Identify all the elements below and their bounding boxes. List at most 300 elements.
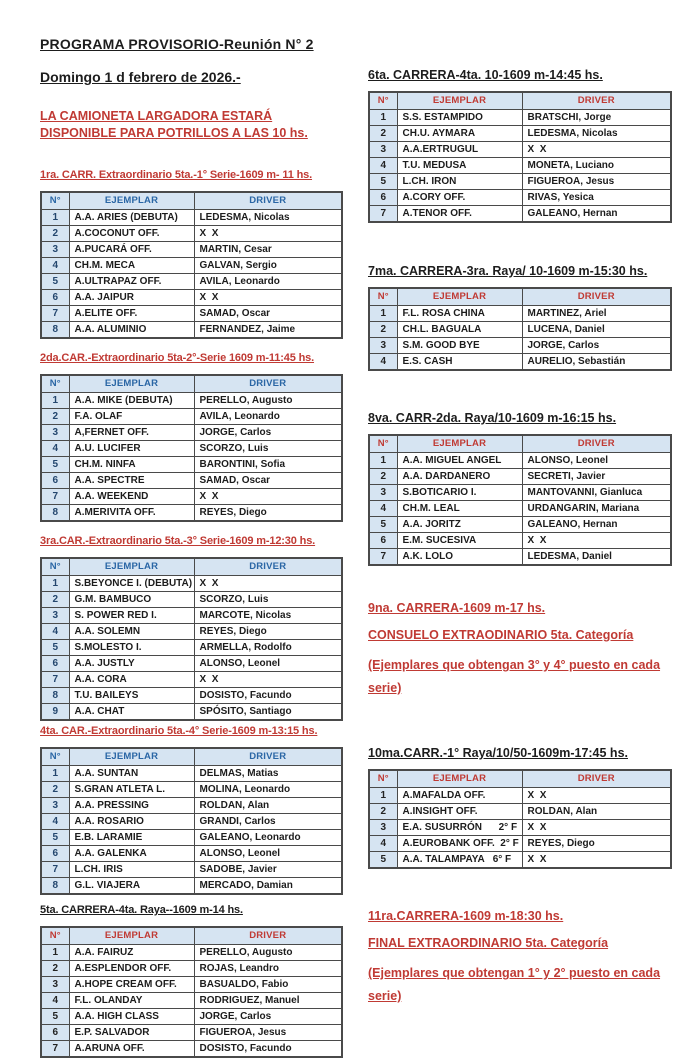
entry-number: 2 — [369, 322, 397, 338]
table-row — [41, 830, 342, 846]
table-row — [41, 226, 342, 242]
entry-number: 2 — [41, 226, 69, 242]
entry-driver: AURELIO, Sebastián — [522, 354, 671, 371]
table-row — [369, 110, 671, 126]
table-row — [369, 836, 671, 852]
entry-driver: LUCENA, Daniel — [522, 322, 671, 338]
entry-driver: GALVAN, Sergio — [194, 258, 342, 274]
race-11-title: 11ra.CARRERA-1609 m-18:30 hs. — [368, 909, 564, 923]
header-row — [41, 927, 342, 945]
entry-ejemplar: F.L. ROSA CHINA — [397, 306, 522, 322]
entry-number: 6 — [369, 533, 397, 549]
entry-ejemplar: L.CH. IRIS — [69, 862, 194, 878]
entry-driver: X X — [194, 576, 342, 592]
entry-driver: ROLDAN, Alan — [522, 804, 671, 820]
entry-driver: X X — [522, 852, 671, 869]
entry-number: 7 — [41, 1041, 69, 1058]
table-row — [41, 608, 342, 624]
entry-number: 4 — [41, 258, 69, 274]
table-row — [41, 1041, 342, 1058]
entry-number: 5 — [41, 1009, 69, 1025]
col-header-num: N° — [41, 927, 69, 945]
race-2-table — [40, 374, 343, 522]
race-section-race-10 — [368, 746, 672, 869]
table-row — [369, 517, 671, 533]
table-row — [41, 862, 342, 878]
table-row — [41, 814, 342, 830]
entry-driver: FERNANDEZ, Jaime — [194, 322, 342, 339]
table-row — [41, 672, 342, 688]
entry-driver: X X — [194, 489, 342, 505]
table-row — [369, 533, 671, 549]
race-section-race-11 — [368, 909, 672, 1008]
table-row — [41, 1009, 342, 1025]
race-section-race-3 — [40, 534, 343, 721]
entry-ejemplar: S. POWER RED I. — [69, 608, 194, 624]
entry-ejemplar: A.ARUNA OFF. — [69, 1041, 194, 1058]
table-row — [41, 977, 342, 993]
entry-ejemplar: A.INSIGHT OFF. — [397, 804, 522, 820]
entry-number: 6 — [41, 473, 69, 489]
entry-driver: FIGUEROA, Jesus — [522, 174, 671, 190]
table-row — [41, 945, 342, 961]
table-row — [41, 993, 342, 1009]
entry-driver: MONETA, Luciano — [522, 158, 671, 174]
entry-driver: X X — [194, 672, 342, 688]
table-row — [41, 505, 342, 522]
entry-ejemplar: A.ELITE OFF. — [69, 306, 194, 322]
header-row — [369, 288, 671, 306]
table-row — [369, 820, 671, 836]
entry-ejemplar: A.A. JORITZ — [397, 517, 522, 533]
entry-number: 7 — [41, 862, 69, 878]
table-row — [41, 258, 342, 274]
col-header-driver: DRIVER — [522, 288, 671, 306]
race-2-title: 2da.CAR.-Extraordinario 5ta-2°-Serie 1609 m-11:45 hs. — [40, 352, 315, 364]
race-section-race-7 — [368, 264, 672, 371]
race-10-table — [368, 769, 672, 869]
race-9-subtitle: CONSUELO EXTRAODINARIO 5ta. Categoría — [368, 628, 634, 642]
entry-number: 3 — [41, 425, 69, 441]
entry-ejemplar: A,FERNET OFF. — [69, 425, 194, 441]
entry-driver: MANTOVANNI, Gianluca — [522, 485, 671, 501]
race-7-title: 7ma. CARRERA-3ra. Raya/ 10-1609 m-15:30 hs. — [368, 264, 648, 278]
entry-number: 1 — [41, 210, 69, 226]
table-row — [369, 788, 671, 804]
entry-ejemplar: G.L. VIAJERA — [69, 878, 194, 895]
entry-driver: X X — [194, 226, 342, 242]
race-9-note: (Ejemplares que obtengan 3° y 4° puesto en cada serie) — [368, 658, 661, 695]
entry-ejemplar: A.A. WEEKEND — [69, 489, 194, 505]
entry-ejemplar: A.HOPE CREAM OFF. — [69, 977, 194, 993]
col-header-driver: DRIVER — [194, 192, 342, 210]
entry-number: 6 — [41, 656, 69, 672]
entry-driver: SAMAD, Oscar — [194, 306, 342, 322]
header-row — [41, 558, 342, 576]
entry-number: 2 — [369, 469, 397, 485]
entry-ejemplar: F.A. OLAF — [69, 409, 194, 425]
table-row — [41, 688, 342, 704]
entry-number: 3 — [41, 242, 69, 258]
entry-ejemplar: CH.U. AYMARA — [397, 126, 522, 142]
entry-ejemplar: A.MAFALDA OFF. — [397, 788, 522, 804]
entry-ejemplar: A.MERIVITA OFF. — [69, 505, 194, 522]
entry-number: 3 — [369, 485, 397, 501]
entry-ejemplar: T.U. BAILEYS — [69, 688, 194, 704]
table-row — [41, 640, 342, 656]
entry-ejemplar: S.BEYONCE I. (DEBUTA) — [69, 576, 194, 592]
entry-number: 4 — [41, 993, 69, 1009]
race-4-title: 4ta. CAR.-Extraordinario 5ta.-4° Serie-1609 m-13:15 hs. — [40, 725, 318, 737]
table-row — [41, 409, 342, 425]
entry-ejemplar: A.A. GALENKA — [69, 846, 194, 862]
entry-number: 4 — [41, 624, 69, 640]
race-6-title: 6ta. CARRERA-4ta. 10-1609 m-14:45 hs. — [368, 68, 603, 82]
entry-driver: DELMAS, Matias — [194, 766, 342, 782]
col-header-driver: DRIVER — [522, 435, 671, 453]
entry-ejemplar: A.ULTRAPAZ OFF. — [69, 274, 194, 290]
header-row — [41, 192, 342, 210]
race-section-race-6 — [368, 68, 672, 223]
col-header-ejemplar: EJEMPLAR — [69, 375, 194, 393]
entry-driver: SADOBE, Javier — [194, 862, 342, 878]
entry-number: 2 — [41, 782, 69, 798]
col-header-num: N° — [369, 92, 397, 110]
entry-ejemplar: E.A. SUSURRÓN 2° F — [397, 820, 522, 836]
entry-number: 3 — [369, 820, 397, 836]
entry-driver: BRATSCHI, Jorge — [522, 110, 671, 126]
entry-ejemplar: A.A. CHAT — [69, 704, 194, 721]
col-header-num: N° — [369, 770, 397, 788]
race-section-race-8 — [368, 411, 672, 566]
entry-number: 5 — [369, 852, 397, 869]
entry-ejemplar: A.A. SOLEMN — [69, 624, 194, 640]
table-row — [41, 290, 342, 306]
entry-driver: REYES, Diego — [194, 624, 342, 640]
document-date: Domingo 1 d febrero de 2026.- — [40, 69, 241, 85]
entry-ejemplar: E.M. SUCESIVA — [397, 533, 522, 549]
entry-number: 4 — [41, 441, 69, 457]
entry-ejemplar: A.TENOR OFF. — [397, 206, 522, 223]
entry-number: 2 — [369, 804, 397, 820]
entry-ejemplar: A.ESPLENDOR OFF. — [69, 961, 194, 977]
race-6-table — [368, 91, 672, 223]
entry-number: 7 — [41, 489, 69, 505]
entry-ejemplar: A.A. JUSTLY — [69, 656, 194, 672]
entry-ejemplar: A.A. JAIPUR — [69, 290, 194, 306]
entry-number: 7 — [369, 206, 397, 223]
entry-driver: MARTINEZ, Ariel — [522, 306, 671, 322]
entry-driver: AVILA, Leonardo — [194, 409, 342, 425]
entry-driver: ARMELLA, Rodolfo — [194, 640, 342, 656]
table-row — [41, 489, 342, 505]
col-header-num: N° — [41, 192, 69, 210]
col-header-ejemplar: EJEMPLAR — [69, 927, 194, 945]
col-header-num: N° — [41, 748, 69, 766]
entry-number: 8 — [41, 505, 69, 522]
entry-number: 1 — [369, 453, 397, 469]
col-header-ejemplar: EJEMPLAR — [69, 748, 194, 766]
table-row — [41, 961, 342, 977]
entry-driver: LEDESMA, Nicolas — [194, 210, 342, 226]
col-header-num: N° — [41, 558, 69, 576]
entry-ejemplar: S.S. ESTAMPIDO — [397, 110, 522, 126]
header-row — [369, 435, 671, 453]
race-section-race-2 — [40, 351, 343, 522]
table-row — [41, 322, 342, 339]
col-header-ejemplar: EJEMPLAR — [69, 192, 194, 210]
col-header-driver: DRIVER — [194, 927, 342, 945]
race-11-note: (Ejemplares que obtengan 1° y 2° puesto en cada serie) — [368, 966, 661, 1003]
entry-number: 2 — [41, 592, 69, 608]
entry-driver: MARTIN, Cesar — [194, 242, 342, 258]
entry-number: 8 — [41, 878, 69, 895]
left-column — [40, 0, 343, 1058]
entry-number: 1 — [41, 945, 69, 961]
entry-driver: X X — [522, 142, 671, 158]
entry-ejemplar: A.A. HIGH CLASS — [69, 1009, 194, 1025]
race-section-race-9 — [368, 601, 672, 700]
entry-driver: JORGE, Carlos — [194, 425, 342, 441]
race-section-race-4 — [40, 724, 343, 895]
entry-driver: X X — [522, 820, 671, 836]
entry-number: 2 — [41, 961, 69, 977]
entry-ejemplar: CH.M. NINFA — [69, 457, 194, 473]
entry-ejemplar: A.A. PRESSING — [69, 798, 194, 814]
table-row — [41, 592, 342, 608]
entry-number: 5 — [41, 274, 69, 290]
entry-number: 1 — [41, 576, 69, 592]
entry-number: 6 — [369, 190, 397, 206]
col-header-ejemplar: EJEMPLAR — [397, 92, 522, 110]
entry-driver: MARCOTE, Nicolas — [194, 608, 342, 624]
entry-number: 1 — [369, 788, 397, 804]
race-section-race-5 — [40, 903, 343, 1058]
race-3-title: 3ra.CAR.-Extraordinario 5ta.-3° Serie-1609 m-12:30 hs. — [40, 535, 316, 547]
entry-driver: REYES, Diego — [522, 836, 671, 852]
table-row — [41, 624, 342, 640]
entry-ejemplar: A.A. MIKE (DEBUTA) — [69, 393, 194, 409]
table-row — [41, 798, 342, 814]
table-row — [41, 473, 342, 489]
table-row — [41, 242, 342, 258]
entry-number: 2 — [369, 126, 397, 142]
entry-driver: DOSISTO, Facundo — [194, 1041, 342, 1058]
entry-number: 1 — [369, 110, 397, 126]
entry-driver: BARONTINI, Sofia — [194, 457, 342, 473]
table-row — [41, 576, 342, 592]
entry-number: 3 — [369, 142, 397, 158]
table-row — [369, 158, 671, 174]
entry-number: 3 — [41, 798, 69, 814]
entry-ejemplar: S.GRAN ATLETA L. — [69, 782, 194, 798]
race-1-table — [40, 191, 343, 339]
entry-driver: ROJAS, Leandro — [194, 961, 342, 977]
entry-ejemplar: F.L. OLANDAY — [69, 993, 194, 1009]
entry-number: 1 — [369, 306, 397, 322]
entry-ejemplar: CH.M. MECA — [69, 258, 194, 274]
table-row — [369, 549, 671, 566]
entry-driver: ALONSO, Leonel — [522, 453, 671, 469]
table-row — [369, 804, 671, 820]
table-row — [41, 306, 342, 322]
race-5-title: 5ta. CARRERA-4ta. Raya--1609 m-14 hs. — [40, 904, 243, 916]
entry-ejemplar: A.A. ALUMINIO — [69, 322, 194, 339]
race-10-title: 10ma.CARR.-1° Raya/10/50-1609m-17:45 hs. — [368, 746, 628, 760]
entry-number: 5 — [41, 457, 69, 473]
entry-ejemplar: G.M. BAMBUCO — [69, 592, 194, 608]
race-8-table — [368, 434, 672, 566]
entry-driver: LEDESMA, Nicolas — [522, 126, 671, 142]
entry-driver: RODRIGUEZ, Manuel — [194, 993, 342, 1009]
entry-ejemplar: A.A. SUNTAN — [69, 766, 194, 782]
entry-number: 5 — [41, 830, 69, 846]
entry-number: 4 — [369, 354, 397, 371]
entry-number: 3 — [41, 977, 69, 993]
header-row — [41, 375, 342, 393]
table-row — [41, 457, 342, 473]
col-header-num: N° — [369, 288, 397, 306]
entry-ejemplar: A.A. ROSARIO — [69, 814, 194, 830]
entry-driver: X X — [522, 788, 671, 804]
entry-driver: SPÓSITO, Santiago — [194, 704, 342, 721]
entry-number: 8 — [41, 322, 69, 339]
entry-driver: ROLDAN, Alan — [194, 798, 342, 814]
entry-ejemplar: A.A. CORA — [69, 672, 194, 688]
entry-ejemplar: CH.L. BAGUALA — [397, 322, 522, 338]
entry-ejemplar: CH.M. LEAL — [397, 501, 522, 517]
entry-driver: MOLINA, Leonardo — [194, 782, 342, 798]
col-header-ejemplar: EJEMPLAR — [69, 558, 194, 576]
entry-driver: GRANDI, Carlos — [194, 814, 342, 830]
table-row — [41, 782, 342, 798]
table-row — [41, 425, 342, 441]
entry-driver: SCORZO, Luis — [194, 592, 342, 608]
col-header-driver: DRIVER — [522, 770, 671, 788]
table-row — [369, 206, 671, 223]
race-11-subtitle: FINAL EXTRAORDINARIO 5ta. Categoría — [368, 936, 609, 950]
entry-ejemplar: A.A. MIGUEL ANGEL — [397, 453, 522, 469]
right-column — [368, 0, 672, 1008]
entry-ejemplar: A.EUROBANK OFF. 2° F — [397, 836, 522, 852]
entry-number: 5 — [369, 517, 397, 533]
entry-driver: SAMAD, Oscar — [194, 473, 342, 489]
race-7-table — [368, 287, 672, 371]
entry-number: 4 — [41, 814, 69, 830]
col-header-ejemplar: EJEMPLAR — [397, 770, 522, 788]
table-row — [41, 1025, 342, 1041]
entry-number: 3 — [369, 338, 397, 354]
table-row — [369, 190, 671, 206]
entry-ejemplar: A.A. FAIRUZ — [69, 945, 194, 961]
entry-driver: REYES, Diego — [194, 505, 342, 522]
table-row — [369, 354, 671, 371]
header-row — [369, 770, 671, 788]
table-row — [41, 274, 342, 290]
table-row — [369, 485, 671, 501]
entry-driver: X X — [522, 533, 671, 549]
entry-ejemplar: A.CORY OFF. — [397, 190, 522, 206]
entry-number: 4 — [369, 836, 397, 852]
entry-ejemplar: A.A. ARIES (DEBUTA) — [69, 210, 194, 226]
entry-number: 7 — [369, 549, 397, 566]
entry-number: 7 — [41, 672, 69, 688]
entry-driver: GALEANO, Leonardo — [194, 830, 342, 846]
entry-driver: GALEANO, Hernan — [522, 206, 671, 223]
entry-driver: AVILA, Leonardo — [194, 274, 342, 290]
table-row — [369, 453, 671, 469]
table-row — [41, 656, 342, 672]
header-row — [369, 92, 671, 110]
col-header-driver: DRIVER — [194, 375, 342, 393]
entry-driver: SCORZO, Luis — [194, 441, 342, 457]
entry-ejemplar: E.B. LARAMIE — [69, 830, 194, 846]
entry-ejemplar: S.MOLESTO I. — [69, 640, 194, 656]
entry-driver: GALEANO, Hernan — [522, 517, 671, 533]
entry-driver: ALONSO, Leonel — [194, 846, 342, 862]
entry-driver: BASUALDO, Fabio — [194, 977, 342, 993]
table-row — [369, 852, 671, 869]
col-header-num: N° — [369, 435, 397, 453]
entry-driver: JORGE, Carlos — [194, 1009, 342, 1025]
entry-driver: DOSISTO, Facundo — [194, 688, 342, 704]
entry-ejemplar: A.A. DARDANERO — [397, 469, 522, 485]
table-row — [369, 469, 671, 485]
entry-ejemplar: A.A. SPECTRE — [69, 473, 194, 489]
entry-number: 7 — [41, 306, 69, 322]
entry-ejemplar: L.CH. IRON — [397, 174, 522, 190]
entry-ejemplar: A.K. LOLO — [397, 549, 522, 566]
entry-driver: URDANGARIN, Mariana — [522, 501, 671, 517]
col-header-ejemplar: EJEMPLAR — [397, 288, 522, 306]
entry-number: 1 — [41, 766, 69, 782]
col-header-driver: DRIVER — [194, 748, 342, 766]
entry-ejemplar: T.U. MEDUSA — [397, 158, 522, 174]
entry-number: 6 — [41, 1025, 69, 1041]
race-section-race-1 — [40, 168, 343, 339]
entry-number: 4 — [369, 158, 397, 174]
col-header-driver: DRIVER — [194, 558, 342, 576]
entry-driver: LEDESMA, Daniel — [522, 549, 671, 566]
table-row — [41, 393, 342, 409]
col-header-num: N° — [41, 375, 69, 393]
col-header-driver: DRIVER — [522, 92, 671, 110]
table-row — [41, 210, 342, 226]
entry-ejemplar: S.M. GOOD BYE — [397, 338, 522, 354]
table-row — [369, 322, 671, 338]
table-row — [41, 766, 342, 782]
entry-driver: FIGUEROA, Jesus — [194, 1025, 342, 1041]
entry-number: 5 — [369, 174, 397, 190]
entry-driver: RIVAS, Yesica — [522, 190, 671, 206]
col-header-ejemplar: EJEMPLAR — [397, 435, 522, 453]
table-row — [369, 338, 671, 354]
starting-truck-notice: LA CAMIONETA LARGADORA ESTARÁ DISPONIBLE PARA POTRILLOS A LAS 10 hs. — [40, 109, 308, 140]
table-row — [369, 501, 671, 517]
table-row — [369, 174, 671, 190]
entry-ejemplar: E.P. SALVADOR — [69, 1025, 194, 1041]
table-row — [41, 704, 342, 721]
entry-ejemplar: A.A. TALAMPAYA 6° F — [397, 852, 522, 869]
table-row — [369, 126, 671, 142]
page-title: PROGRAMA PROVISORIO-Reunión N° 2 — [40, 36, 314, 52]
entry-driver: X X — [194, 290, 342, 306]
entry-driver: PERELLO, Augusto — [194, 945, 342, 961]
entry-driver: MERCADO, Damian — [194, 878, 342, 895]
race-9-title: 9na. CARRERA-1609 m-17 hs. — [368, 601, 546, 615]
table-row — [369, 142, 671, 158]
entry-ejemplar: A.U. LUCIFER — [69, 441, 194, 457]
